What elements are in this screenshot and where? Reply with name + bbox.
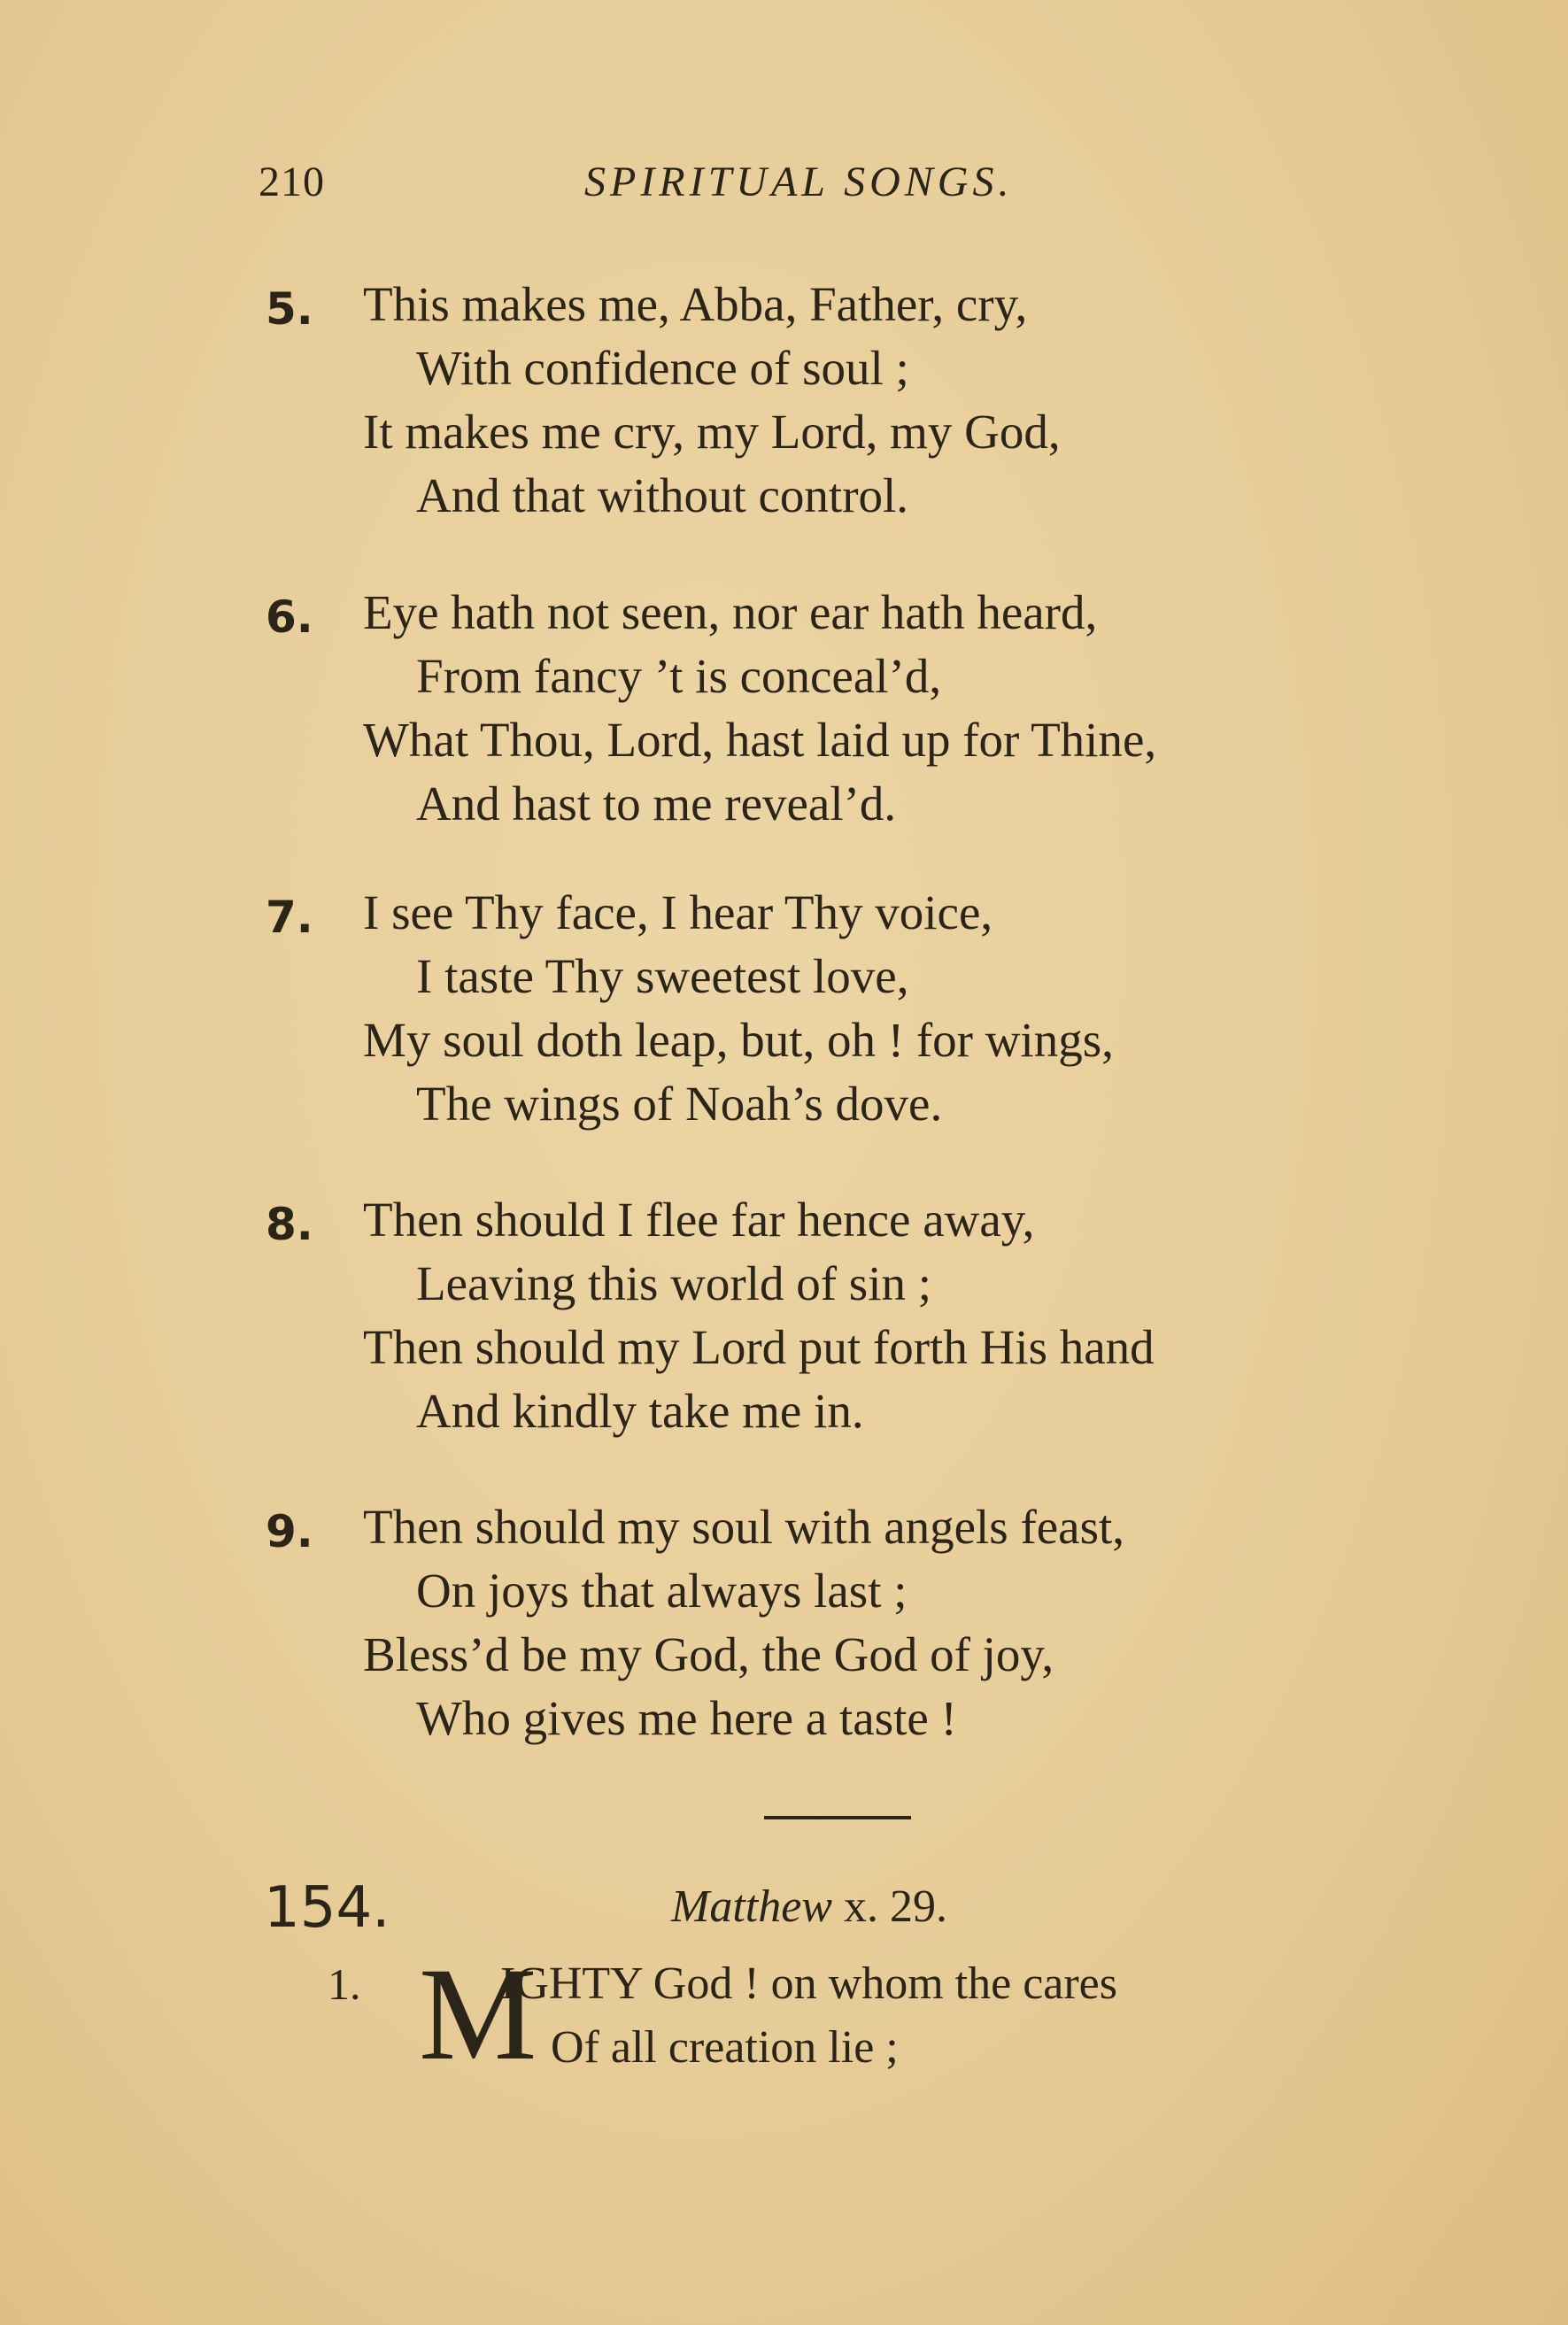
- stanza-line: I taste Thy sweetest love,: [416, 949, 909, 1003]
- page-number: 210: [259, 158, 325, 205]
- stanza-number: 6.: [266, 591, 313, 643]
- stanza-line: With confidence of soul ;: [416, 341, 909, 395]
- stanza-line: Bless’d be my God, the God of joy,: [363, 1627, 1054, 1681]
- section-divider: [764, 1816, 911, 1819]
- running-head: SPIRITUAL SONGS.: [584, 158, 1014, 205]
- stanza-line: On joys that always last ;: [416, 1564, 908, 1618]
- reference-book: Matthew: [671, 1881, 832, 1932]
- stanza-line: Then should I flee far hence away,: [363, 1193, 1035, 1247]
- stanza-line: And hast to me reveal’d.: [416, 776, 897, 830]
- stanza-line: From fancy ’t is conceal’d,: [416, 649, 942, 703]
- stanza-line: Who gives me here a taste !: [416, 1691, 957, 1745]
- scripture-reference: [671, 1881, 947, 1933]
- stanza-number: 9.: [266, 1506, 313, 1557]
- stanza-number: 7.: [266, 892, 313, 943]
- stanza-line: And that without control.: [416, 468, 909, 522]
- stanza-number: 8.: [266, 1199, 313, 1250]
- stanza-line: I see Thy face, I hear Thy voice,: [363, 885, 993, 939]
- hymn-line: IGHTY God ! on whom the cares: [500, 1958, 1117, 2009]
- stanza-line: And kindly take me in.: [416, 1384, 864, 1438]
- stanza-line: The wings of Noah’s dove.: [416, 1077, 943, 1131]
- stanza-line: This makes me, Abba, Father, cry,: [363, 277, 1028, 331]
- stanza-line: What Thou, Lord, hast laid up for Thine,: [363, 713, 1157, 767]
- reference-verse: x. 29.: [843, 1881, 947, 1932]
- hymn-stanza-number: 1.: [328, 1959, 361, 2009]
- stanza-line: It makes me cry, my Lord, my God,: [363, 405, 1061, 459]
- stanza-line: Eye hath not seen, nor ear hath heard,: [363, 585, 1098, 639]
- page-header: [259, 158, 1321, 220]
- drop-cap: M: [419, 1941, 537, 2088]
- hymn-line: Of all creation lie ;: [551, 2022, 899, 2073]
- stanza-line: Then should my soul with angels feast,: [363, 1500, 1125, 1554]
- stanza-line: Leaving this world of sin ;: [416, 1256, 932, 1310]
- stanza-number: 5.: [266, 283, 313, 335]
- stanza-line: Then should my Lord put forth His hand: [363, 1320, 1155, 1374]
- hymn-number: 154.: [264, 1875, 390, 1941]
- stanza-line: My soul doth leap, but, oh ! for wings,: [363, 1013, 1114, 1067]
